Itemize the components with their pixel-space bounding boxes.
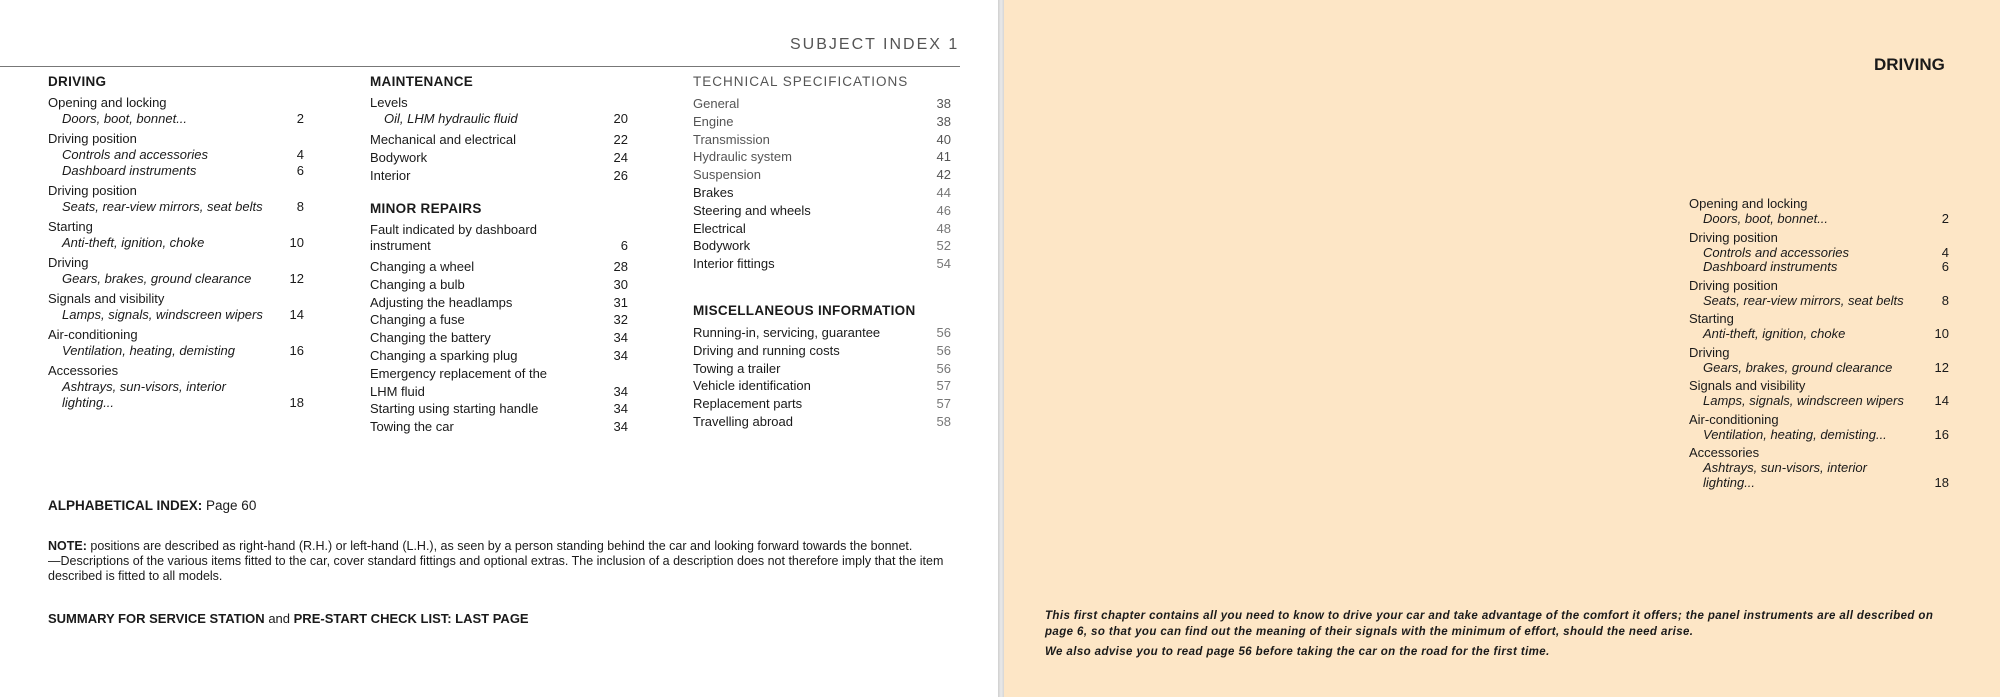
chapter-index	[1689, 196, 1949, 493]
index-entry: Driving position Controls and accessories 4 Dashboard instruments 6	[1689, 229, 1949, 274]
index-entry: Driving Gears, brakes, ground clearance 12	[48, 255, 304, 286]
section-title-maintenance: MAINTENANCE	[370, 74, 474, 89]
index-entry: Starting Anti-theft, ignition, choke 10	[48, 219, 304, 250]
index-entry: Air-conditioning Ventilation, heating, demisting 16	[48, 327, 304, 358]
index-list: Running-in, servicing, guarantee 56 Driving and running costs 56 Towing a trailer 56 Vehicle identification 57 Replacement parts 57 Travelling abroad 58	[693, 324, 951, 429]
index-entry: Signals and visibility Lamps, signals, windscreen wipers 14	[1689, 378, 1949, 408]
summary-line: SUMMARY FOR SERVICE STATION and PRE-START CHECK LIST: LAST PAGE	[48, 611, 529, 626]
index-list: General 38 Engine 38 Transmission 40 Hydraulic system 41 Suspension 42 Brakes 44 Steering and wheels 46 Electrical 48 Bodywork 52 Interior fittings 54	[693, 96, 951, 272]
index-entry: Air-conditioning Ventilation, heating, demisting... 16	[1689, 411, 1949, 442]
chapter-title: DRIVING	[1874, 55, 1945, 74]
alphabetical-index: ALPHABETICAL INDEX: Page 60	[48, 498, 257, 513]
section-title-misc: MISCELLANEOUS INFORMATION	[693, 302, 916, 318]
note-paragraph: NOTE: positions are described as right-hand (R.H.) or left-hand (L.H.), as seen by a person standing behind the car and looking forward towards the bonnet. —Descriptions of the various items fitted to the car, cover standard fittings and optional extras. The inclusion of a description does not therefore imply that the item described is fitted to all models.	[48, 539, 944, 583]
index-entry: Driving position Controls and accessories 4 Dashboard instruments 6	[48, 131, 304, 178]
index-list: Changing a wheel 28 Changing a bulb 30 Adjusting the headlamps 31 Changing a fuse 32 Changing the battery 34 Changing a sparking plug 34 Emergency replacement of the LHM fluid 34 Starting using starting handle 34 Towing the car 34	[370, 259, 628, 435]
left-page	[0, 0, 998, 697]
index-entry: Driving position Seats, rear-view mirrors, seat belts 8	[1689, 277, 1949, 308]
section-title-minor-repairs: MINOR REPAIRS	[370, 201, 482, 216]
index-entry: Mechanical and electrical 22 Bodywork 24 Interior 26	[370, 132, 628, 183]
driving-column	[48, 74, 304, 415]
index-entry: Opening and locking Doors, boot, bonnet... 2	[1689, 196, 1949, 226]
index-entry: Driving position Seats, rear-view mirrors, seat belts 8	[48, 183, 304, 214]
header-rule	[0, 66, 960, 67]
index-entry: Levels Oil, LHM hydraulic fluid 20	[370, 95, 628, 126]
index-entry: Driving Gears, brakes, ground clearance 12	[1689, 344, 1949, 375]
chapter-intro: This first chapter contains all you need to know to drive your car and take advantage of the comfort it offers; the panel instruments are all described on page 6, so that you can find out the meaning of their signals with the minimum of effort, should the need arise. We also advise you to read page 56 before taking the car on the road for the first time.	[1045, 610, 1934, 658]
index-entry: Fault indicated by dashboard instrument 6	[370, 222, 628, 253]
index-entry: Signals and visibility Lamps, signals, windscreen wipers 14	[48, 291, 304, 322]
page-header: SUBJECT INDEX 1	[790, 36, 960, 53]
index-entry: Opening and locking Doors, boot, bonnet... 2	[48, 95, 304, 126]
technical-column	[693, 74, 951, 431]
section-title-driving: DRIVING	[48, 74, 107, 89]
section-title-technical: TECHNICAL SPECIFICATIONS	[693, 74, 909, 89]
maintenance-column	[370, 74, 628, 436]
index-entry: Accessories Ashtrays, sun-visors, interior lighting... 18	[1689, 445, 1949, 490]
index-entry: Accessories Ashtrays, sun-visors, interior lighting... 18	[48, 363, 304, 410]
index-entry: Starting Anti-theft, ignition, choke 10	[1689, 311, 1949, 341]
